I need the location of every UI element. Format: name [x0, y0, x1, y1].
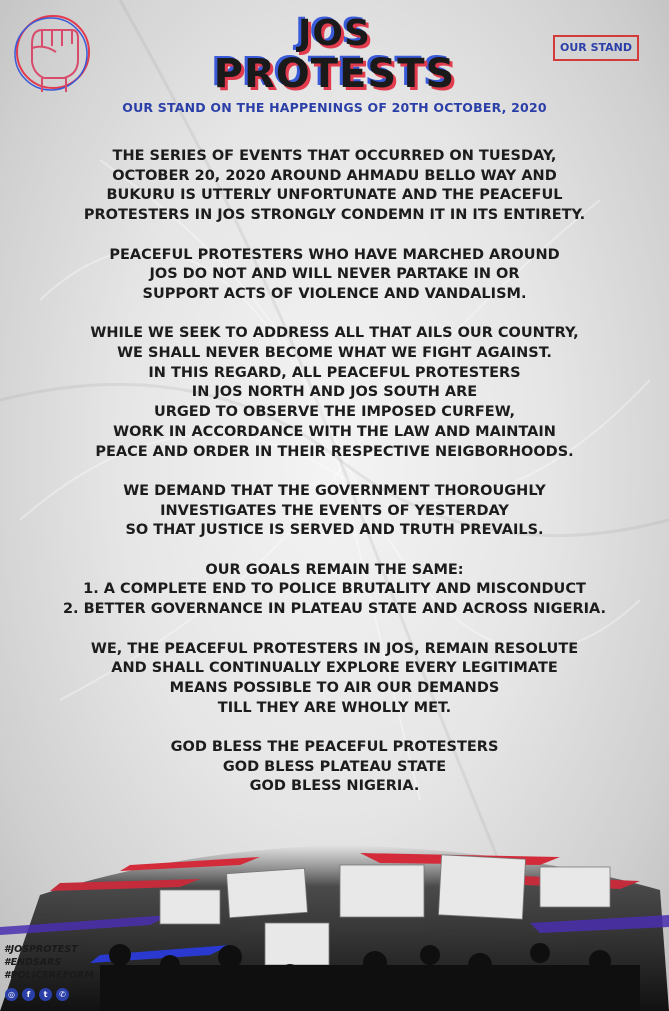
hashtag: #ENDSARS: [4, 956, 62, 968]
statement-line: SO THAT JUSTICE IS SERVED AND TRUTH PREVAILS.: [125, 522, 544, 539]
statement-line: PEACE AND ORDER IN THEIR RESPECTIVE NEIGBORHOODS.: [95, 443, 574, 460]
statement-paragraph: [30, 482, 639, 541]
statement-line: OUR GOALS REMAIN THE SAME:: [205, 561, 464, 578]
statement-paragraph: [30, 324, 639, 462]
statement-body: [30, 147, 639, 817]
statement-line: 1. A COMPLETE END TO POLICE BRUTALITY AND MISCONDUCT: [83, 581, 586, 598]
statement-line: WORK IN ACCORDANCE WITH THE LAW AND MAINTAIN: [113, 423, 556, 440]
title-line-1: JOS: [298, 13, 371, 54]
our-stand-badge: OUR STAND: [553, 35, 639, 61]
social-icons: [5, 988, 69, 1001]
statement-line: GOD BLESS THE PEACEFUL PROTESTERS: [170, 739, 499, 755]
statement-line: SUPPORT ACTS OF VIOLENCE AND VANDALISM.: [142, 285, 527, 302]
statement-line: JOS DO NOT AND WILL NEVER PARTAKE IN OR: [149, 266, 520, 283]
statement-line: AND SHALL CONTINUALLY EXPLORE EVERY LEGITIMATE: [111, 660, 558, 677]
statement-line: OCTOBER 20, 2020 AROUND AHMADU BELLO WAY AND: [112, 167, 557, 184]
subtitle: OUR STAND ON THE HAPPENINGS OF 20TH OCTOBER, 2020: [122, 100, 547, 115]
statement-line: BUKURU IS UTTERLY UNFORTUNATE AND THE PEACEFUL: [106, 187, 563, 204]
whatsapp-icon: ✆: [56, 988, 69, 1001]
statement-paragraph: [30, 640, 639, 719]
statement-line: WE DEMAND THAT THE GOVERNMENT THOROUGHLY: [123, 482, 546, 499]
title-line-2: PROTESTS: [213, 51, 456, 97]
protest-crowd-image: [0, 835, 669, 1011]
statement-line: WE, THE PEACEFUL PROTESTERS IN JOS, REMAIN RESOLUTE: [90, 640, 579, 657]
statement-line: TILL THEY ARE WHOLLY MET.: [217, 699, 452, 716]
statement-line: MEANS POSSIBLE TO AIR OUR DEMANDS: [169, 679, 500, 696]
statement-line: WHILE WE SEEK TO ADDRESS ALL THAT AILS OUR COUNTRY,: [90, 325, 579, 342]
statement-paragraph: [30, 738, 639, 797]
statement-line: GOD BLESS NIGERIA.: [249, 778, 420, 795]
statement-line: WE SHALL NEVER BECOME WHAT WE FIGHT AGAINST.: [117, 345, 552, 361]
facebook-icon: f: [22, 988, 35, 1001]
statement-line: PROTESTERS IN JOS STRONGLY CONDEMN IT IN ITS ENTIRETY.: [83, 207, 586, 224]
statement-paragraph: [30, 147, 639, 226]
statement-paragraph: [30, 561, 639, 620]
twitter-icon: t: [39, 988, 52, 1001]
hashtag: #JOSPROTEST: [4, 944, 78, 955]
statement-line: THE SERIES OF EVENTS THAT OCCURRED ON TUESDAY,: [112, 148, 557, 164]
statement-line: IN THIS REGARD, ALL PEACEFUL PROTESTERS: [148, 364, 521, 381]
instagram-icon: ◎: [5, 988, 18, 1001]
hashtag: #POLICEREFORM: [4, 969, 94, 981]
statement-line: INVESTIGATES THE EVENTS OF YESTERDAY: [160, 502, 509, 519]
statement-line: URGED TO OBSERVE THE IMPOSED CURFEW,: [153, 404, 516, 421]
statement-line: 2. BETTER GOVERNANCE IN PLATEAU STATE AND ACROSS NIGERIA.: [62, 601, 607, 618]
statement-line: IN JOS NORTH AND JOS SOUTH ARE: [191, 384, 478, 401]
statement-line: GOD BLESS PLATEAU STATE: [222, 758, 447, 775]
statement-paragraph: [30, 246, 639, 305]
statement-line: PEACEFUL PROTESTERS WHO HAVE MARCHED AROUND: [109, 246, 560, 263]
hashtags: [4, 944, 94, 982]
